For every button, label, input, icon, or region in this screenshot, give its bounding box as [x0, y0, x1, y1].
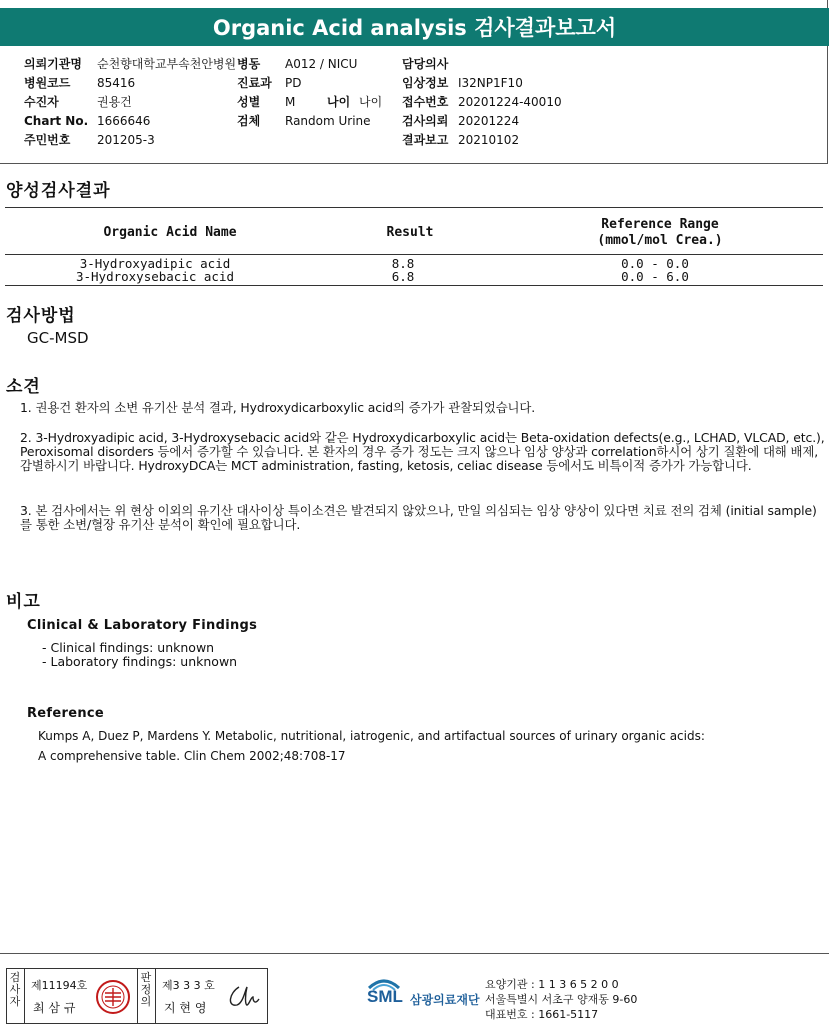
acid-result: 8.8: [391, 256, 415, 271]
age-value: 나이: [359, 95, 383, 109]
official-seal-icon: [95, 979, 131, 1015]
divider: [24, 969, 25, 1023]
info-label: 접수번호: [402, 95, 449, 109]
lab-address: 서울특별시 서초구 양재동 9-60: [485, 993, 638, 1006]
acid-result: 6.8: [391, 269, 415, 284]
col-header-result: Result: [386, 225, 434, 240]
info-col3: [402, 57, 562, 152]
info-label: 수진자: [24, 95, 59, 109]
approver-name: 지 현 영: [164, 1001, 207, 1015]
org-name: 삼광의료재단: [410, 993, 480, 1007]
positive-section-title: 양성검사결과: [6, 181, 111, 201]
clinical-findings: - Clinical findings: unknown: [42, 640, 215, 655]
laboratory-findings: - Laboratory findings: unknown: [42, 654, 238, 669]
clinical-findings-title: Clinical & Laboratory Findings: [27, 618, 258, 633]
acid-name: 3-Hydroxysebacic acid: [75, 269, 235, 284]
opinion-paragraph-1: 1. 권용건 환자의 소변 유기산 분석 결과, Hydroxydicarboxylic acid의 증가가 관찰되었습니다.: [20, 400, 536, 415]
info-value: 20210102: [458, 133, 520, 147]
examiner-license: 제11194호: [31, 979, 88, 992]
opinion-paragraph-2: 2. 3-Hydroxyadipic acid, 3-Hydroxysebacic acid와 같은 Hydroxydicarboxylic acid는 Beta-oxidation defects(e.g., LCHAD, VLCAD, etc.), Peroxisomal disorders 등에서 증가할 수 있습니다. 본 환자의 경우 증가 정도는 크지 않으나 임상 양상과 correlation하시어 상기 질환에 대해 배제, 감별하시기 바랍니다. HydroxyDCA는 MCT administration, fasting, ketosis, celiac disease 등에서도 비특이적 증가가 가능합니다.: [20, 430, 825, 473]
org-abbr: SML: [367, 987, 403, 1006]
acid-name: 3-Hydroxyadipic acid: [79, 256, 231, 271]
info-col1: [24, 57, 236, 152]
info-label: 의뢰기관명: [24, 57, 82, 71]
info-value: A012 / NICU: [285, 57, 358, 71]
report-title: Organic Acid analysis 검사결과보고서: [0, 8, 829, 46]
info-value: 85416: [97, 76, 136, 90]
col-header-name: Organic Acid Name: [103, 225, 237, 240]
info-value: 20201224: [458, 114, 520, 128]
info-label: 병동: [237, 57, 261, 71]
method-title: 검사방법: [6, 306, 76, 326]
agency-number: 요양기관 : 1 1 3 6 5 2 0 0: [485, 978, 619, 991]
info-value: I32NP1F10: [458, 76, 523, 90]
col-header-ref: Reference Range: [601, 217, 719, 232]
footer-divider: [0, 953, 829, 954]
opinion-title: 소견: [6, 377, 41, 397]
info-value: M: [285, 95, 296, 109]
remarks-title: 비고: [6, 592, 41, 612]
info-label: 검사의뢰: [402, 114, 449, 128]
info-label: Chart No.: [24, 114, 89, 128]
divider: [155, 969, 156, 1023]
opinion-paragraph-3: 3. 본 검사에서는 위 현상 이외의 유기산 대사이상 특이소견은 발견되지 않았으나, 만일 의심되는 임상 양상이 있다면 치료 전의 검체 (initial sample)를 통한 소변/혈장 유기산 분석이 확인에 필요합니다.: [20, 503, 817, 532]
info-col2: [237, 57, 382, 133]
reference-line-1: Kumps A, Duez P, Mardens Y. Metabolic, nutritional, iatrogenic, and artifactual sources of urinary organic acids:: [38, 729, 705, 743]
examiner-name: 최 삼 규: [33, 1001, 76, 1015]
method-value: GC-MSD: [27, 329, 89, 347]
examiner-label: 검사자: [9, 971, 21, 1008]
table-bottom-line: [5, 285, 823, 286]
info-value: 20201224-40010: [458, 95, 562, 109]
table-top-line: [5, 207, 823, 208]
age-label: 나이: [327, 95, 351, 109]
info-label: 병원코드: [24, 76, 71, 90]
table-header-line: [5, 254, 823, 255]
info-value: Random Urine: [285, 114, 371, 128]
col-header-ref-unit: (mmol/mol Crea.): [597, 233, 723, 248]
info-label: 성별: [237, 95, 261, 109]
info-value: 1666646: [97, 114, 151, 128]
acid-reference: 0.0 - 6.0: [621, 269, 689, 284]
info-label: 임상정보: [402, 76, 449, 90]
lab-phone: 대표번호 : 1661-5117: [485, 1008, 599, 1021]
info-label: 주민번호: [24, 133, 71, 147]
info-value: 순천향대학교부속천안병원: [97, 57, 237, 71]
reference-title: Reference: [27, 706, 105, 721]
info-label: 결과보고: [402, 133, 449, 147]
acid-reference: 0.0 - 0.0: [621, 256, 689, 271]
info-value: PD: [285, 76, 302, 90]
reference-line-2: A comprehensive table. Clin Chem 2002;48:708-17: [38, 749, 346, 763]
info-value: 201205-3: [97, 133, 155, 147]
info-value: 권용건: [97, 95, 132, 109]
approver-label: 판정의: [140, 971, 152, 1008]
info-label: 담당의사: [402, 57, 449, 71]
approver-license: 제3 3 3 호: [162, 979, 215, 992]
info-label: 진료과: [237, 76, 272, 90]
signature-box: [6, 968, 268, 1024]
info-label: 검체: [237, 114, 261, 128]
signature-icon: [225, 981, 261, 1013]
